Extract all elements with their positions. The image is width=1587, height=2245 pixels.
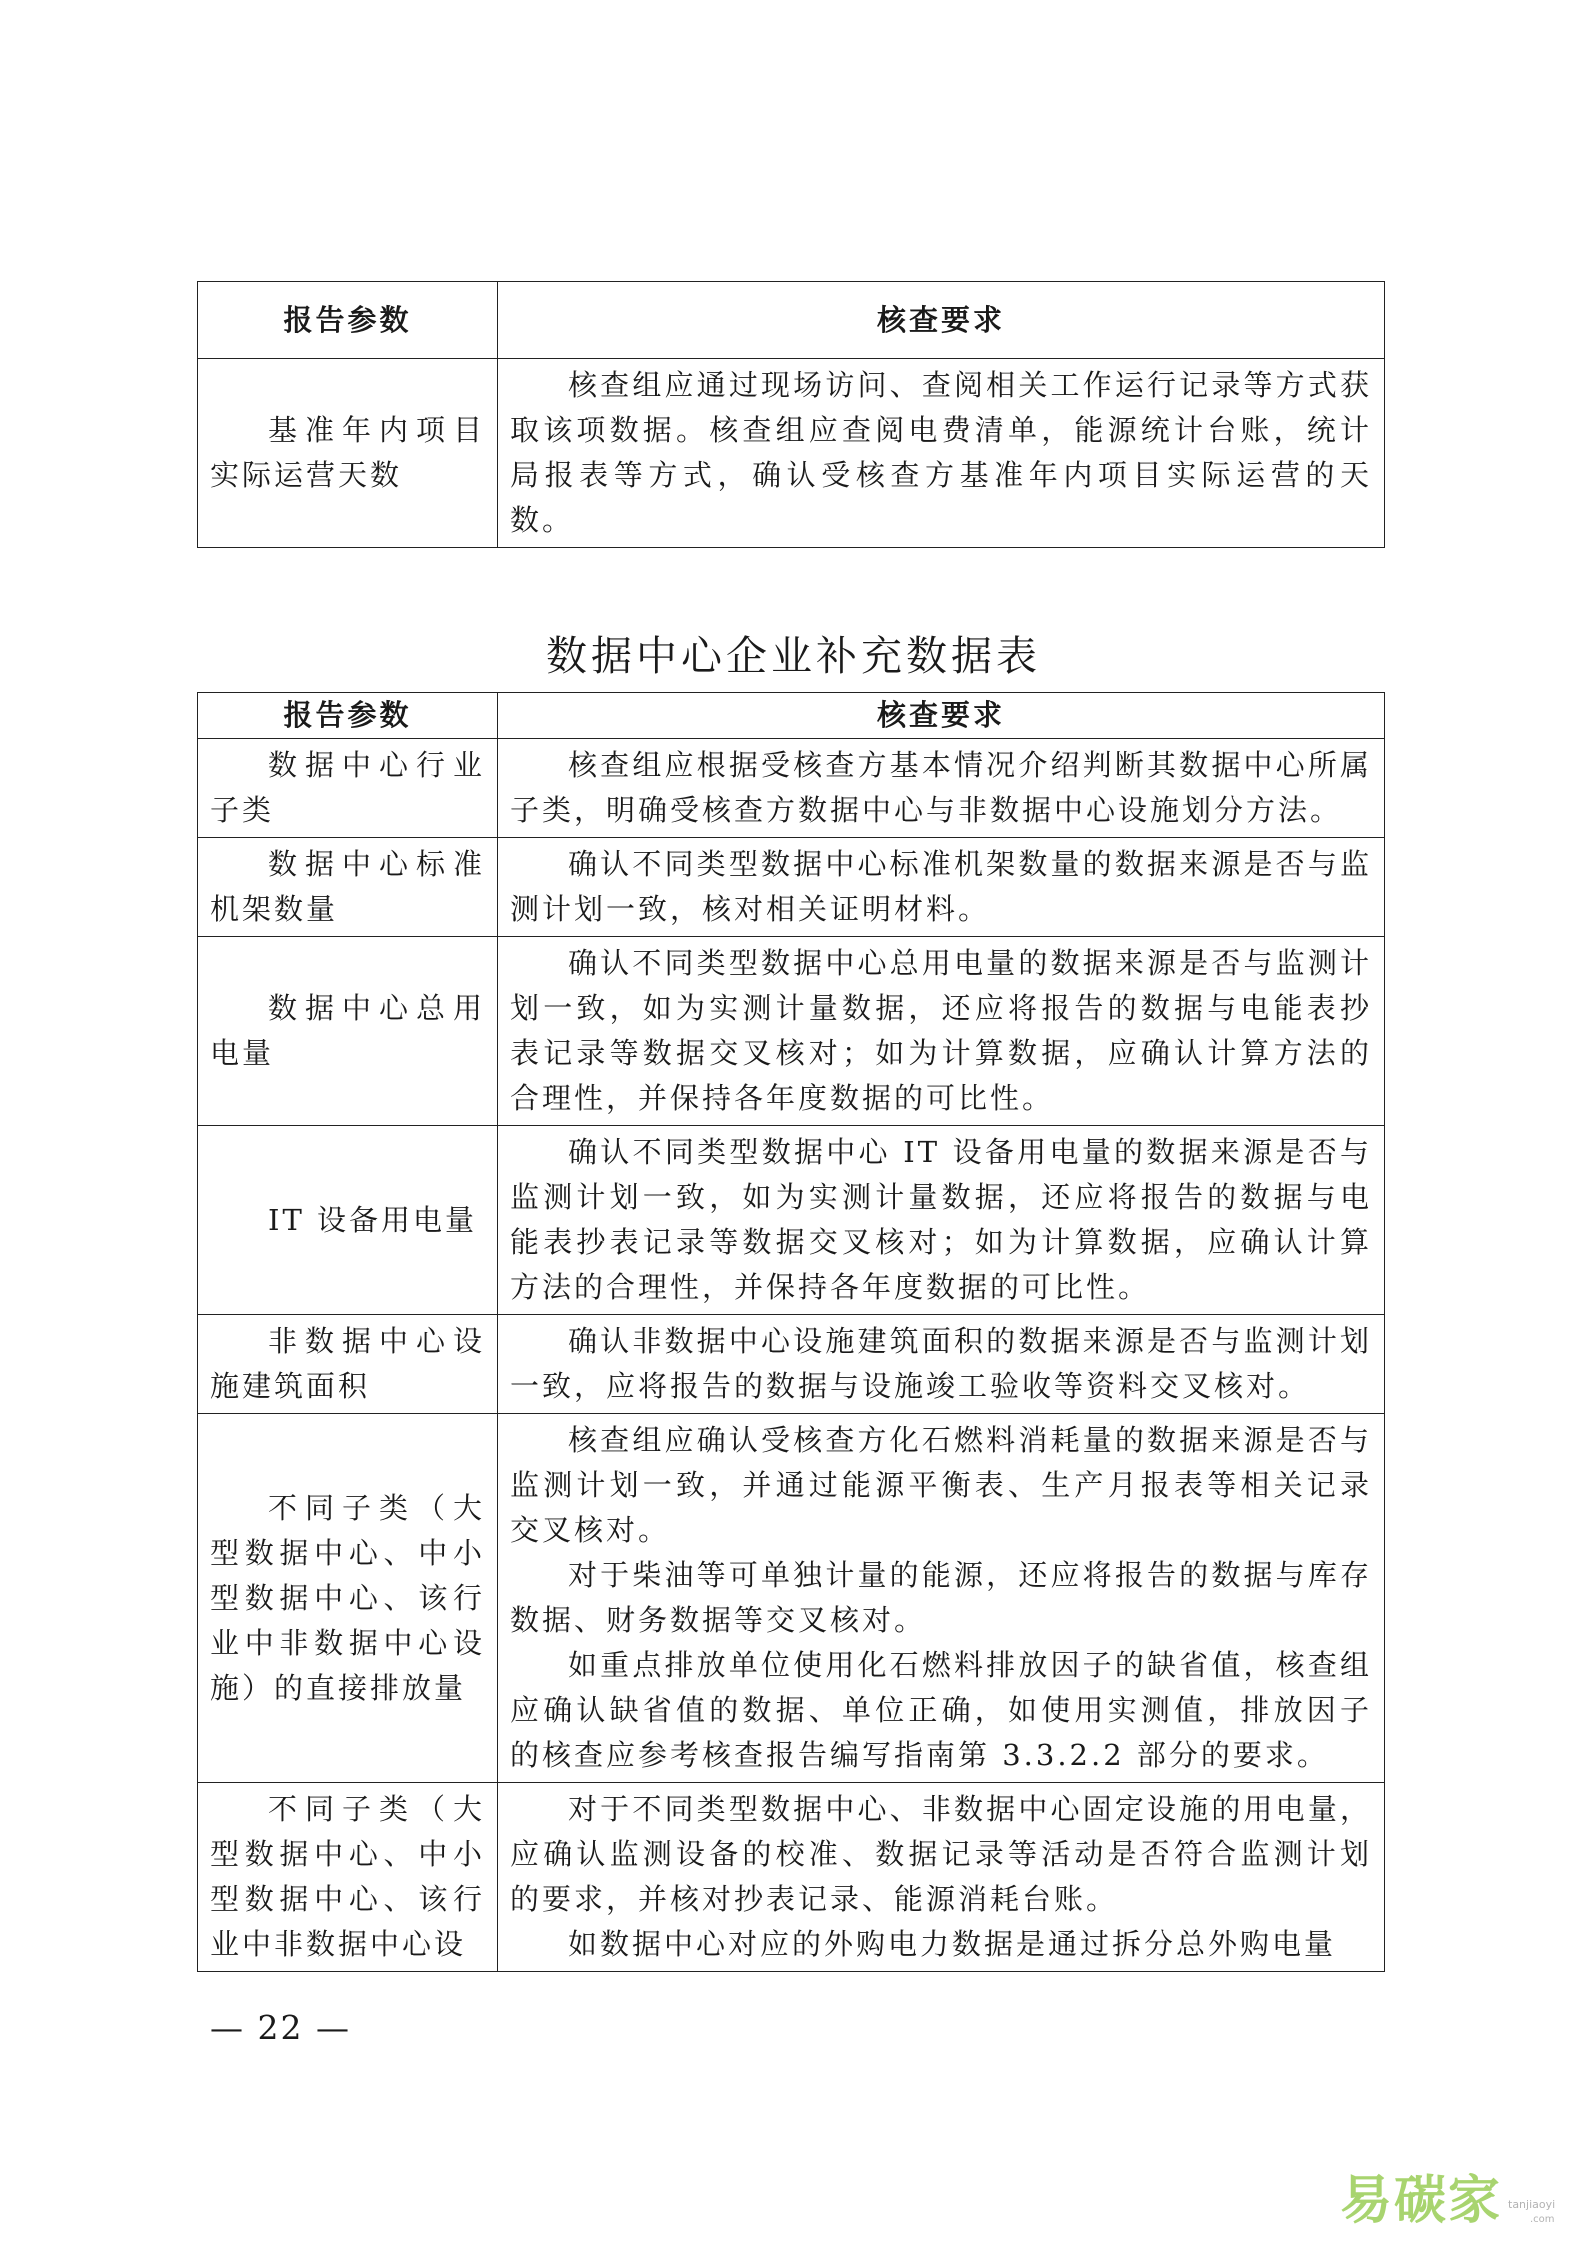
requirement-paragraph: 确认不同类型数据中心标准机架数量的数据来源是否与监测计划一致，核对相关证明材料。	[510, 847, 1372, 926]
param-cell: 数据中心总用电量	[198, 937, 498, 1126]
watermark-text: 易碳家	[1340, 2171, 1503, 2231]
param-cell: 数据中心行业子类	[198, 739, 498, 838]
table-datacenter-supplement	[197, 692, 1385, 1972]
requirement-paragraph: 确认非数据中心设施建筑面积的数据来源是否与监测计划一致，应将报告的数据与设施竣工验收等资料交叉核对。	[510, 1324, 1372, 1403]
table-row	[198, 838, 1385, 937]
requirement-cell	[498, 359, 1385, 548]
requirement-paragraph: 对于不同类型数据中心、非数据中心固定设施的用电量，应确认监测设备的校准、数据记录等活动是否符合监测计划的要求，并核对抄表记录、能源消耗台账。	[510, 1792, 1372, 1916]
param-cell: 不同子类（大型数据中心、中小型数据中心、该行业中非数据中心设	[198, 1783, 498, 1972]
watermark-sub2: .com	[1530, 2214, 1555, 2225]
table-header-row	[198, 282, 1385, 359]
table-row	[198, 937, 1385, 1126]
table-row	[198, 739, 1385, 838]
table-row	[198, 359, 1385, 548]
table-row	[198, 1315, 1385, 1414]
param-cell: 非数据中心设施建筑面积	[198, 1315, 498, 1414]
requirement-cell	[498, 838, 1385, 937]
param-cell: 不同子类（大型数据中心、中小型数据中心、该行业中非数据中心设施）的直接排放量	[198, 1414, 498, 1783]
requirement-cell	[498, 937, 1385, 1126]
table-audit-days	[197, 281, 1385, 548]
header-param: 报告参数	[198, 282, 498, 359]
requirement-paragraph: 核查组应通过现场访问、查阅相关工作运行记录等方式获取该项数据。核查组应查阅电费清单，能源统计台账，统计局报表等方式，确认受核查方基准年内项目实际运营的天数。	[510, 368, 1372, 537]
section-title: 数据中心企业补充数据表	[546, 632, 1041, 680]
watermark-sub: tanjiaoyi	[1508, 2198, 1556, 2211]
requirement-paragraph: 如重点排放单位使用化石燃料排放因子的缺省值，核查组应确认缺省值的数据、单位正确，如使用实测值，排放因子的核查应参考核查报告编写指南第 3.3.2.2 部分的要求。	[510, 1648, 1372, 1772]
requirement-cell	[498, 739, 1385, 838]
table-row	[198, 1414, 1385, 1783]
requirement-paragraph: 核查组应确认受核查方化石燃料消耗量的数据来源是否与监测计划一致，并通过能源平衡表、生产月报表等相关记录交叉核对。	[510, 1423, 1372, 1547]
requirement-cell	[498, 1783, 1385, 1972]
table-row	[198, 1126, 1385, 1315]
table-row	[198, 1783, 1385, 1972]
param-cell: 基准年内项目实际运营天数	[198, 359, 498, 548]
requirement-paragraph: 核查组应根据受核查方基本情况介绍判断其数据中心所属子类，明确受核查方数据中心与非数据中心设施划分方法。	[510, 748, 1372, 827]
requirement-paragraph: 确认不同类型数据中心总用电量的数据来源是否与监测计划一致，如为实测计量数据，还应将报告的数据与电能表抄表记录等数据交叉核对；如为计算数据，应确认计算方法的合理性，并保持各年度数据的可比性。	[510, 946, 1372, 1115]
requirement-cell	[498, 1315, 1385, 1414]
requirement-paragraph: 对于柴油等可单独计量的能源，还应将报告的数据与库存数据、财务数据等交叉核对。	[510, 1558, 1372, 1637]
requirement-cell	[498, 1126, 1385, 1315]
requirement-paragraph: 确认不同类型数据中心 IT 设备用电量的数据来源是否与监测计划一致，如为实测计量数据，还应将报告的数据与电能表抄表记录等数据交叉核对；如为计算数据，应确认计算方法的合理性，并保持各年度数据的可比性。	[510, 1135, 1372, 1304]
header-req: 核查要求	[498, 693, 1385, 739]
header-req: 核查要求	[498, 282, 1385, 359]
header-param: 报告参数	[198, 693, 498, 739]
page-number: — 22 —	[210, 2008, 351, 2047]
requirement-cell	[498, 1414, 1385, 1783]
watermark-logo	[1340, 2159, 1575, 2241]
param-cell: IT 设备用电量	[198, 1126, 498, 1315]
requirement-paragraph: 如数据中心对应的外购电力数据是通过拆分总外购电量	[568, 1927, 1337, 1961]
table-header-row	[198, 693, 1385, 739]
param-cell: 数据中心标准机架数量	[198, 838, 498, 937]
